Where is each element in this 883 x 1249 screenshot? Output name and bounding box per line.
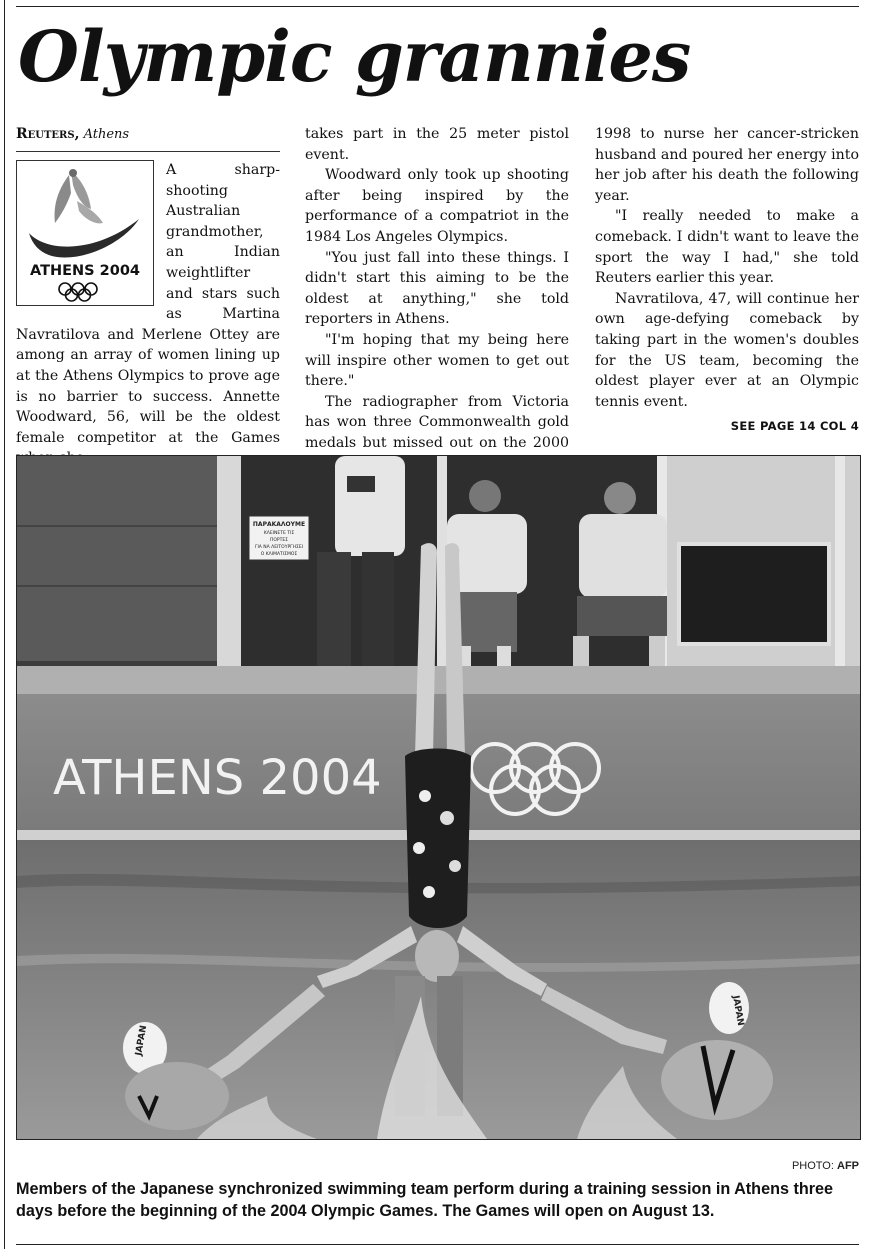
byline [16,124,280,152]
sign-line: ΓΙΑ ΝΑ ΛΕΙΤΟΥΡΓΗΣΕΙ [254,545,304,550]
article-column-2 [305,124,569,474]
article-paragraph: "I'm hoping that my being here will inspire other women to get out there." [305,331,569,390]
article-paragraph: "I really needed to make a comeback. I didn't want to leave the sport the way I had," she told Reuters earlier this year. [595,208,859,287]
article-paragraph: The radiographer from Victoria has won three Commonwealth gold medals but missed out on the 2000 [305,393,569,451]
olympic-rings-icon [59,283,97,301]
photo-credit-source: AFP [837,1160,859,1172]
article-lead-paragraph: A sharp-shooting Australian grandmother, an Indian weightlifter and stars such as Martina Navratilova and Merlene Ottey are among an array of women lining up at the Athens Olympics to prove age is no barrier to success. Annette Woodward, 56, will be the oldest female competitor at the Games [16,162,280,446]
athens-2004-logo [16,160,154,306]
photo-caption: Members of the Japanese synchronized swimming team perform during a training session in Athens three days before the beginning of the 2004 Olympic Games. The Games will open on August 13. [16,1180,834,1220]
sign-line: ΚΛΕΙΝΕΤΕ ΤΙΣ [263,531,295,536]
article-column-1 [16,124,280,469]
olive-wreath-emblem-icon [17,161,153,305]
page-left-border [4,0,5,1249]
article-column-3 [595,124,859,437]
photo-credit-label: PHOTO: [791,1160,834,1172]
logo-text: ATHENS 2004 [29,263,141,279]
jump-line: SEE PAGE 14 COL 4 [730,419,859,434]
swim-cap-text: JAPAN [730,994,746,1027]
sign-line: ΠΑΡΑΚΑΛΟΥΜΕ [252,521,306,528]
byline-agency: Reuters, [16,126,80,142]
sign-line: ΠΟΡΤΕΣ [269,538,289,543]
article-paragraph: takes part in the 25 meter pistol event. [305,126,569,163]
headline: Olympic grannies [18,15,691,98]
article-paragraph: "You just fall into these things. I didn't start this aiming to be the oldest at anything," she told reporters in Athens. [305,249,569,328]
bottom-rule [16,1244,859,1245]
article-paragraph: Navratilova, 47, will continue her own age-defying comeback by taking part in the women's doubles for the US team, becoming the oldest player ever at an Olympic tennis event. [595,290,859,410]
top-rule [16,6,859,7]
banner-text: ATHENS 2004 [53,750,382,806]
sign-line: Ο ΚΛΙΜΑΤΙΣΜΟΣ [260,552,298,557]
photo-synchronized-swimmers [17,456,860,1139]
photo-credit [792,1160,859,1172]
article-paragraph: Woodward only took up shooting after being inspired by the performance of a compatriot in the 1984 Los Angeles Olympics. [305,167,569,245]
article-paragraph: 1998 to nurse her cancer-stricken husband and poured her energy into her job after his death the following year. [595,126,859,204]
byline-city: Athens [83,127,130,142]
swim-cap-text: JAPAN [134,1024,150,1057]
news-photo [16,455,861,1140]
